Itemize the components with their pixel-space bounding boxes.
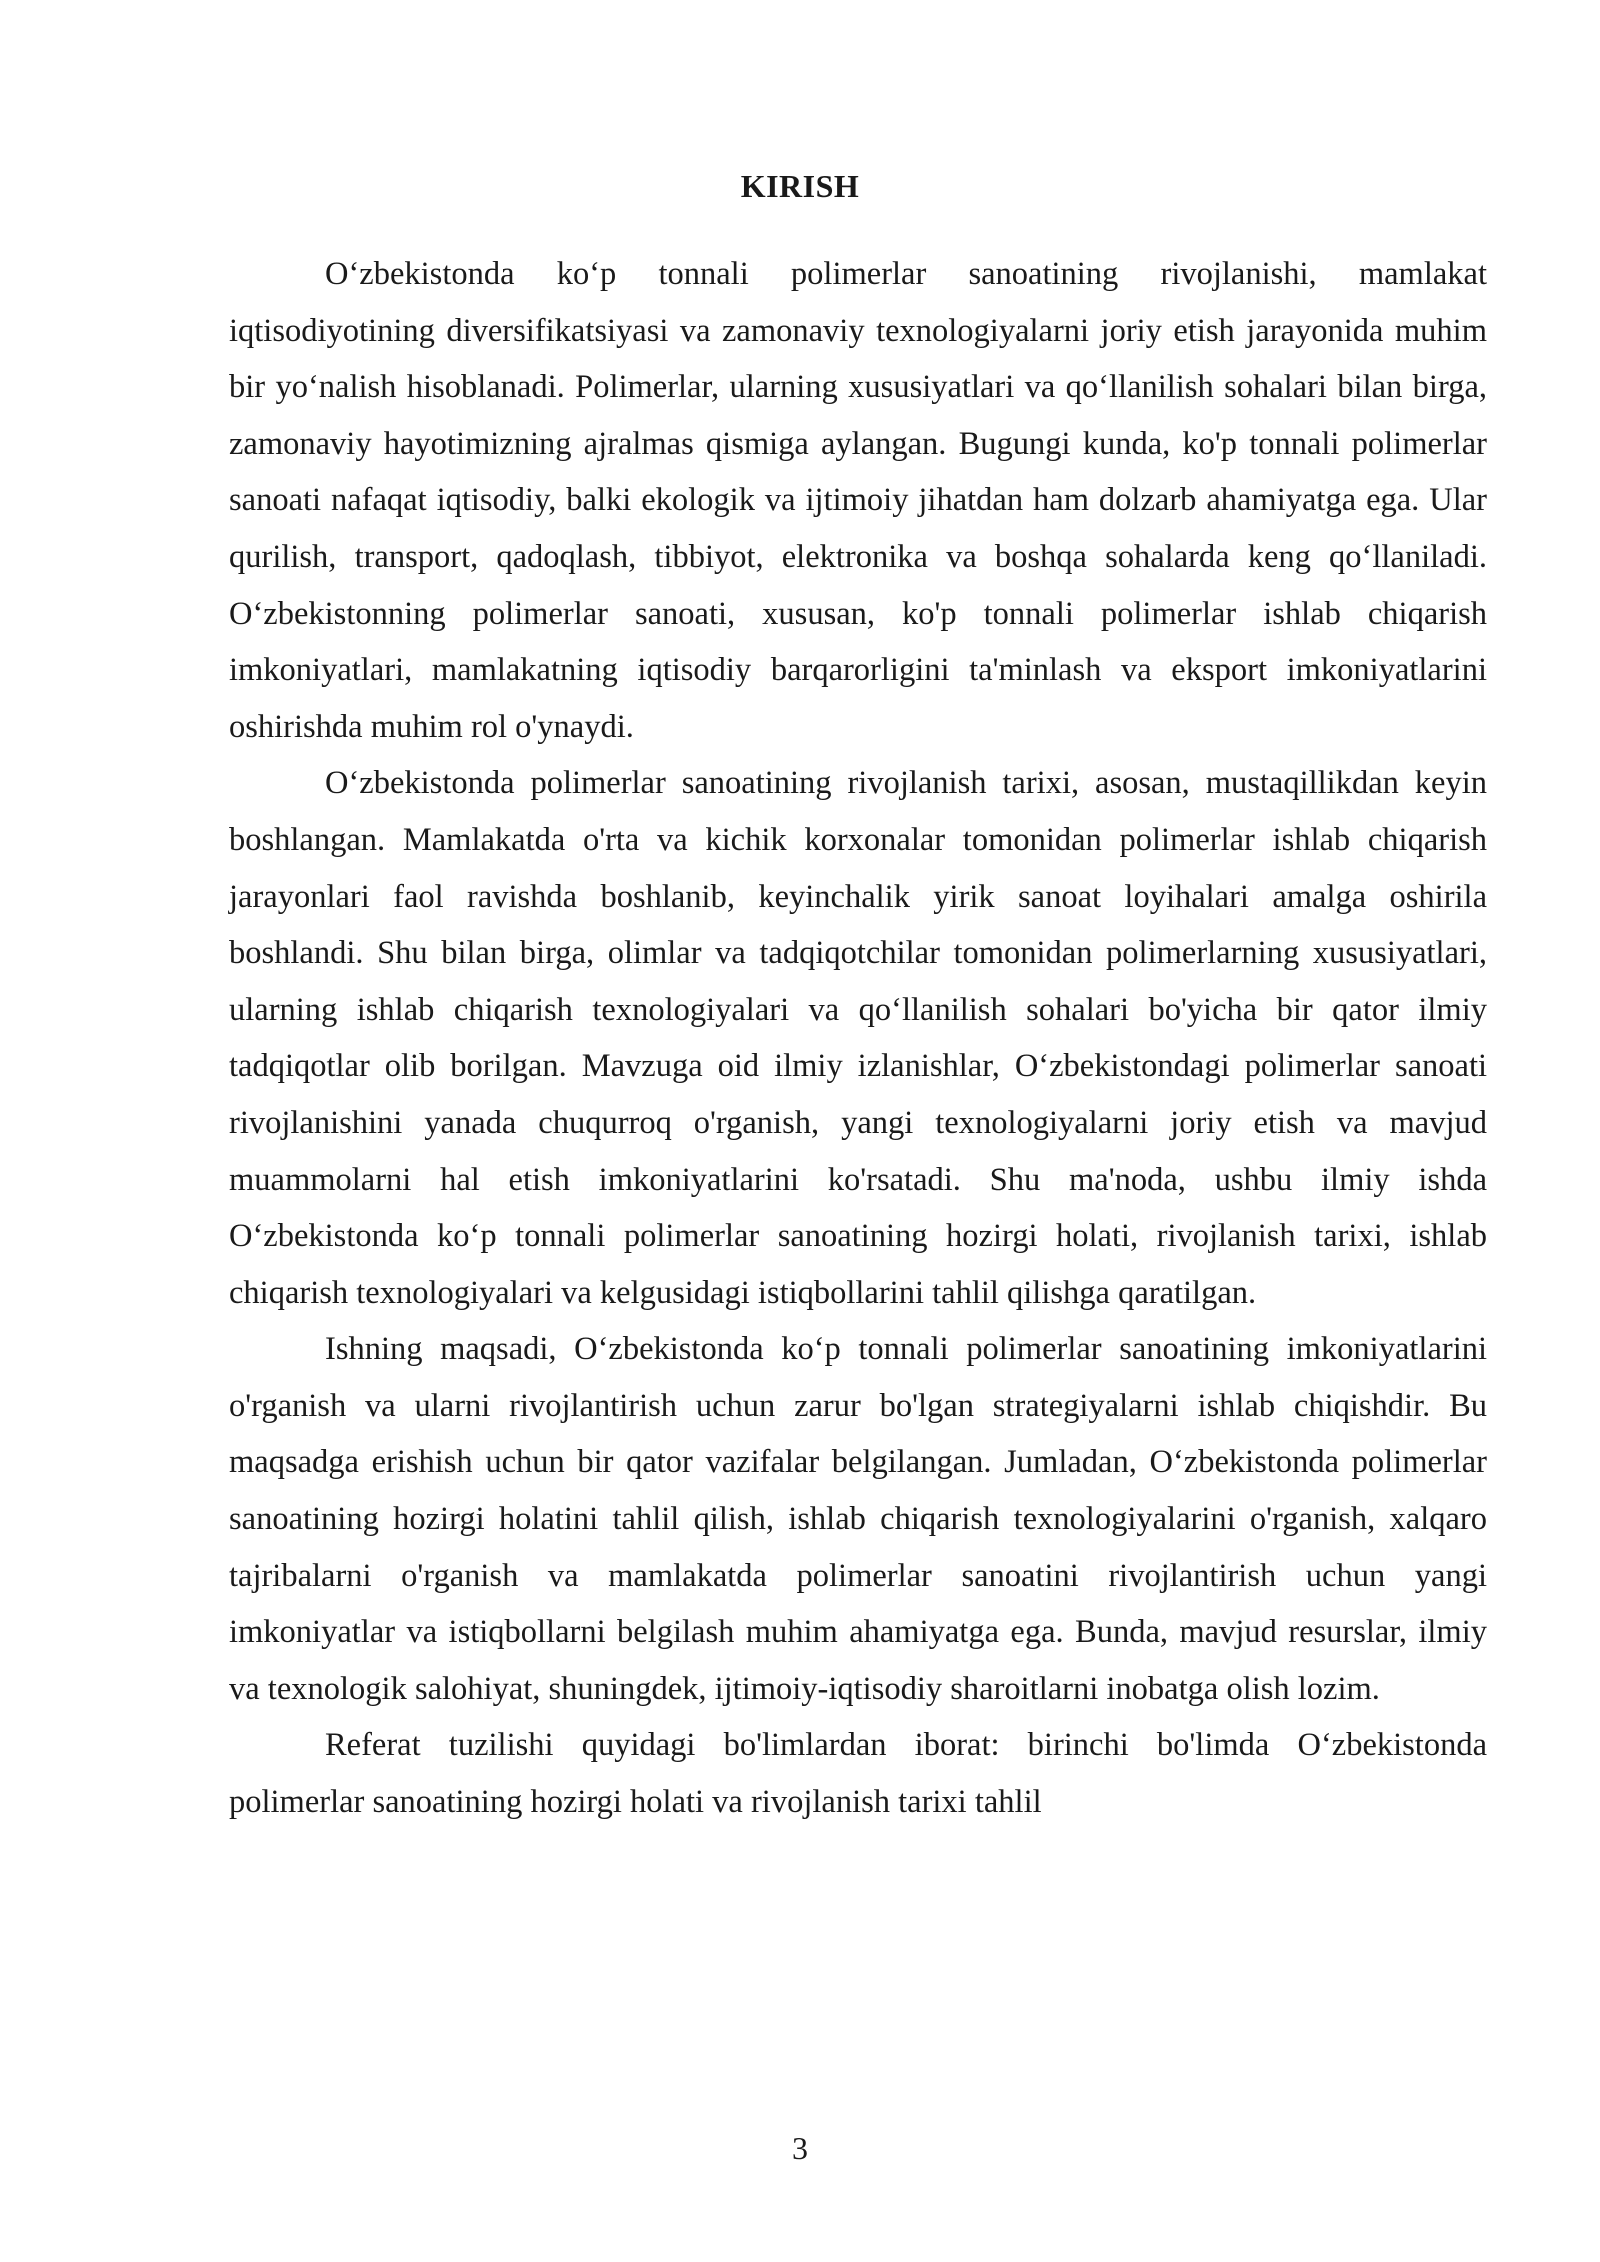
paragraph-4: Referat tuzilishi quyidagi bo'limlardan iborat: birinchi bo'limda O‘zbekistonda polimerlar sanoatining hozirgi holati va rivojlanish tarixi tahlil (229, 1727, 1487, 1821)
paragraph-2: O‘zbekistonda polimerlar sanoatining rivojlanish tarixi, asosan, mustaqillikdan keyin boshlangan. Mamlakatda o'rta va kichik korxonalar tomonidan polimerlar ishlab chiqarish jarayonlari faol ravishda boshlanib, keyinchalik yirik sanoat loyihalari amalga oshirila boshlandi. Shu bilan birga, olimlar va tadqiqotchilar tomonidan polimerlarning xususiyatlari, ularning ishlab chiqarish texnologiyalari va qo‘llanilish sohalari bo'yicha bir qator ilmiy tadqiqotlar olib borilgan. Mavzuga oid ilmiy izlanishlar, O‘zbekistondagi polimerlar sanoati rivojlanishini yanada chuqurroq o'rganish, yangi texnologiyalarni joriy etish va mavjud muammolarni hal etish imkoniyatlarini ko'rsatadi. Shu ma'noda, ushbu ilmiy ishda O‘zbekistonda ko‘p tonnali polimerlar sanoatining hozirgi holati, rivojlanish tarixi, ishlab chiqarish texnologiyalari va kelgusidagi istiqbollarini tahlil qilishga qaratilgan. (229, 765, 1487, 1311)
paragraph-3: Ishning maqsadi, O‘zbekistonda ko‘p tonnali polimerlar sanoatining imkoniyatlarini o'rganish va ularni rivojlantirish uchun zarur bo'lgan strategiyalarni ishlab chiqishdir. Bu maqsadga erishish uchun bir qator vazifalar belgilangan. Jumladan, O‘zbekistonda polimerlar sanoatining hozirgi holatini tahlil qilish, ishlab chiqarish texnologiyalarini o'rganish, xalqaro tajribalarni o'rganish va mamlakatda polimerlar sanoatini rivojlantirish uchun yangi imkoniyatlar va istiqbollarni belgilash muhim ahamiyatga ega. Bunda, mavjud resurslar, ilmiy va texnologik salohiyat, shuningdek, ijtimoiy-iqtisodiy sharoitlarni inobatga olish lozim. (229, 1331, 1487, 1707)
page-number: 3 (792, 2130, 808, 2166)
section-heading: KIRISH (740, 168, 860, 204)
body-text (229, 246, 1487, 1831)
paragraph-1: O‘zbekistonda ko‘p tonnali polimerlar sanoatining rivojlanishi, mamlakat iqtisodiyotining diversifikatsiyasi va zamonaviy texnologiyalarni joriy etish jarayonida muhim bir yo‘nalish hisoblanadi. Polimerlar, ularning xususiyatlari va qo‘llanilish sohalari bilan birga, zamonaviy hayotimizning ajralmas qismiga aylangan. Bugungi kunda, ko'p tonnali polimerlar sanoati nafaqat iqtisodiy, balki ekologik va ijtimoiy jihatdan ham dolzarb ahamiyatga ega. Ular qurilish, transport, qadoqlash, tibbiyot, elektronika va boshqa sohalarda keng qo‘llaniladi. O‘zbekistonning polimerlar sanoati, xususan, ko'p tonnali polimerlar ishlab chiqarish imkoniyatlari, mamlakatning iqtisodiy barqarorligini ta'minlash va eksport imkoniyatlarini oshirishda muhim rol o'ynaydi. (229, 256, 1487, 745)
